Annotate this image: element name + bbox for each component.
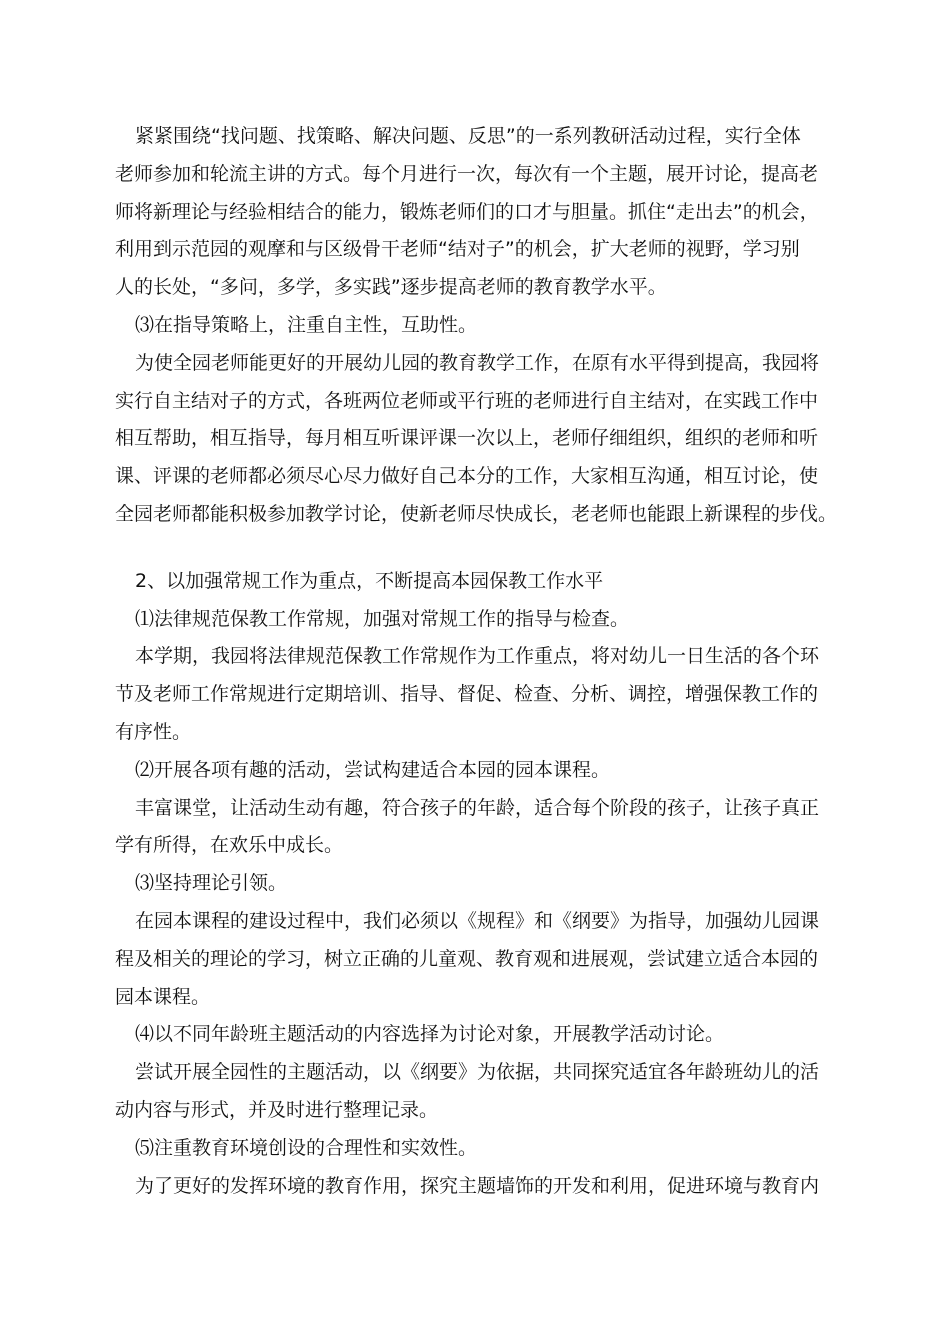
text-line: 节及老师工作常规进行定期培训、指导、督促、检查、分析、调控，增强保教工作的 <box>115 683 819 706</box>
document-page <box>115 118 837 1205</box>
text-line: 程及相关的理论的学习，树立正确的儿童观、教育观和进展观，尝试建立适合本园的 <box>115 947 819 970</box>
text-line: ⑸注重教育环境创设的合理性和实效性。 <box>135 1136 478 1159</box>
text-line: 动内容与形式，并及时进行整理记录。 <box>115 1098 439 1121</box>
text-line: 人的长处，“多问，多学，多实践”逐步提高老师的教育教学水平。 <box>115 276 667 299</box>
text-line: 师将新理论与经验相结合的能力，锻炼老师们的口才与胆量。抓住“走出去”的机会， <box>115 200 819 223</box>
paragraph <box>115 307 837 345</box>
text-line: ⑶在指导策略上，注重自主性，互助性。 <box>135 313 478 336</box>
paragraph <box>115 790 837 866</box>
text-line: ⑶坚持理论引领。 <box>135 872 288 895</box>
text-line: 2、以加强常规工作为重点，不断提高本园保教工作水平 <box>135 569 604 592</box>
text-line: 实行自主结对子的方式，各班两位老师或平行班的老师进行自主结对，在实践工作中 <box>115 389 819 412</box>
paragraph <box>115 638 837 751</box>
text-line: 在园本课程的建设过程中，我们必须以《规程》和《纲要》为指导，加强幼儿园课 <box>135 909 820 932</box>
paragraph <box>115 601 837 639</box>
paragraph <box>115 118 837 307</box>
paragraph <box>115 865 837 903</box>
paragraph <box>115 1130 837 1168</box>
paragraph <box>115 752 837 790</box>
text-line: 课、评课的老师都必须尽心尽力做好自己本分的工作，大家相互沟通，相互讨论，使 <box>115 465 819 488</box>
paragraph <box>115 1054 837 1130</box>
text-line: ⑷以不同年龄班主题活动的内容选择为讨论对象，开展教学活动讨论。 <box>135 1023 725 1046</box>
text-line: 老师参加和轮流主讲的方式。每个月进行一次，每次有一个主题，展开讨论，提高老 <box>115 162 819 185</box>
text-line: ⑴法律规范保教工作常规，加强对常规工作的指导与检查。 <box>135 607 630 630</box>
text-line: 紧紧围绕“找问题、找策略、解决问题、反思”的一系列教研活动过程，实行全体 <box>135 125 801 147</box>
text-line: 学有所得，在欢乐中成长。 <box>115 834 344 857</box>
text-line: 为了更好的发挥环境的教育作用，探究主题墙饰的开发和利用，促进环境与教育内 <box>135 1174 820 1197</box>
paragraph <box>115 1016 837 1054</box>
text-line: 尝试开展全园性的主题活动，以《纲要》为依据，共同探究适宜各年龄班幼儿的活 <box>135 1061 820 1084</box>
text-line: 丰富课堂，让活动生动有趣，符合孩子的年龄，适合每个阶段的孩子，让孩子真正 <box>135 796 820 819</box>
text-line: 利用到示范园的观摩和与区级骨干老师“结对子”的机会，扩大老师的视野，学习别 <box>115 238 800 261</box>
text-line: 有序性。 <box>115 720 192 743</box>
paragraph <box>115 1168 837 1206</box>
text-line: 相互帮助，相互指导，每月相互听课评课一次以上，老师仔细组织，组织的老师和听 <box>115 427 819 450</box>
text-line: 为使全园老师能更好的开展幼儿园的教育教学工作，在原有水平得到提高，我园将 <box>135 351 820 374</box>
text-line: 本学期，我园将法律规范保教工作常规作为工作重点，将对幼儿一日生活的各个环 <box>135 645 820 668</box>
paragraph <box>115 345 837 534</box>
paragraph <box>115 903 837 1016</box>
paragraph-spacer <box>115 534 837 563</box>
text-line: ⑵开展各项有趣的活动，尝试构建适合本园的园本课程。 <box>135 758 611 781</box>
text-line: 全园老师都能积极参加教学讨论，使新老师尽快成长，老老师也能跟上新课程的步伐。 <box>115 502 838 525</box>
text-line: 园本课程。 <box>115 985 211 1008</box>
paragraph <box>115 563 837 601</box>
